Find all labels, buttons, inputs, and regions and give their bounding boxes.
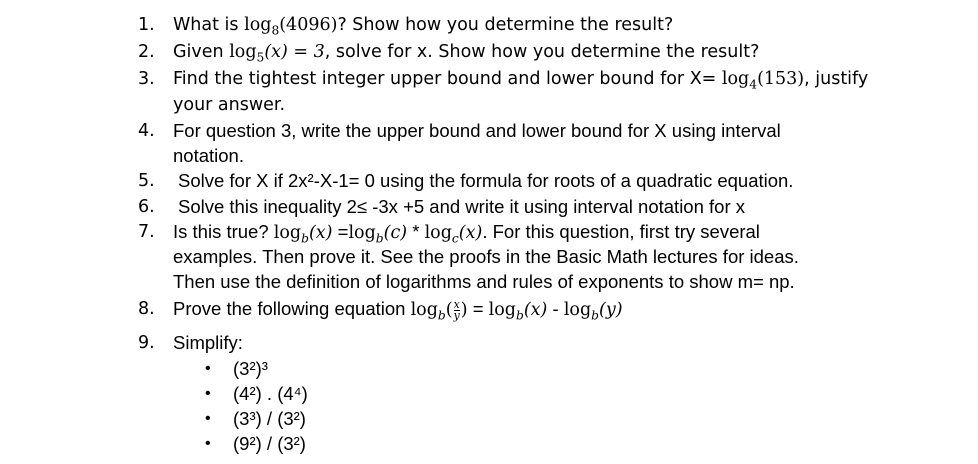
question-number: 2. <box>138 42 155 62</box>
question-text: Solve for X if 2x²-X-1= 0 using the formula for roots of a quadratic equation. <box>178 170 794 191</box>
bullet-icon: • <box>205 410 211 427</box>
question-number: 3. <box>138 69 155 89</box>
question-text: , justify <box>804 69 869 89</box>
question-text: . For this question, first try several <box>482 221 760 242</box>
question-text: , solve for x. Show how you determine the result? <box>324 42 760 62</box>
worksheet-page: 1. What is $\log_8(4096)$? Show how you determine the result? 2. Given $\log_5(x) = 3$, solve for x. Show how you determine the result? 3. Find the tightest integer upper bound and lower bound for $X= \log_4(153)$, justify your answer. 4. For question 3, write the upper bound and lower bound for X using interval notation. 5. Solve for X if 2x²-X-1= 0 using the formula for roots of a quadratic equation. 6. Solve this inequality 2≤ -3x +5 and write it using interval notation for x 7. Is this true? $\log_b(x) =\log_b(c) * \log_c(x)$. For this question, first try several examples. Then prove it. See the proofs in the Basic Math lectures for ideas. Then use the definition of logarithms and rules of exponents to show m= np. 8. Prove the following equation $\log_b$( $\frac{x}{y}$ ) = $\log_b(x) - \log_b(y)$ 9. Simplify: • (3²)³ • (4²) . (4⁴) • (3³) / (3²) • (9²) / (3²) <box>138 15 869 454</box>
simplify-expression: (3²)³ <box>233 358 268 379</box>
bullet-icon: • <box>205 360 211 377</box>
log-expression: $\log_b$( $\frac{x}{y}$ ) <box>410 297 468 323</box>
log-expression: $\log_c(x)$ <box>424 223 483 246</box>
simplify-expression: (9²) / (3²) <box>233 433 306 454</box>
log-expression: $\log_4(153)$ <box>721 69 805 92</box>
question-text: Solve this inequality 2≤ -3x +5 and write it using interval notation for x <box>178 196 745 217</box>
question-text: Is this true? <box>173 221 274 242</box>
log-expression: $\log_b(c)$ <box>348 223 408 246</box>
question-number: 4. <box>138 121 155 141</box>
log-expression: $\log_b(x)$ <box>488 300 548 323</box>
question-text: ? Show how you determine the result? <box>337 15 674 35</box>
question-text: your answer. <box>173 95 286 115</box>
question-number: 7. <box>138 222 155 242</box>
question-text: Then use the definition of logarithms and rules of exponents to show m= np. <box>173 271 795 292</box>
question-text: notation. <box>173 145 244 166</box>
question-text: Simplify: <box>173 332 243 353</box>
question-number: 1. <box>138 15 155 35</box>
fraction: $\frac{x}{y}$ <box>453 297 460 322</box>
question-text: Given <box>173 42 230 62</box>
question-text: What is <box>173 15 245 35</box>
question-number: 8. <box>138 299 155 319</box>
log-expression: $\log_5(x) = 3$ <box>229 42 325 65</box>
question-number: 5. <box>138 171 155 191</box>
question-text: examples. Then prove it. See the proofs in the Basic Math lectures for ideas. <box>173 246 799 267</box>
question-number: 9. <box>138 333 155 353</box>
question-text: Prove the following equation <box>173 298 411 319</box>
log-expression: $\log_b(x)$ <box>273 223 333 246</box>
question-text: Find the tightest integer upper bound and lower bound for X= <box>173 69 722 89</box>
question-text: For question 3, write the upper bound and lower bound for X using interval <box>173 120 781 141</box>
simplify-expression: (3³) / (3²) <box>233 408 306 429</box>
bullet-icon: • <box>205 385 211 402</box>
bullet-icon: • <box>205 435 211 452</box>
question-number: 6. <box>138 197 155 217</box>
log-expression: $\log_b(y)$ <box>563 300 623 323</box>
log-expression: $\log_8(4096)$ <box>244 15 338 38</box>
simplify-expression: (4²) . (4⁴) <box>233 383 308 404</box>
